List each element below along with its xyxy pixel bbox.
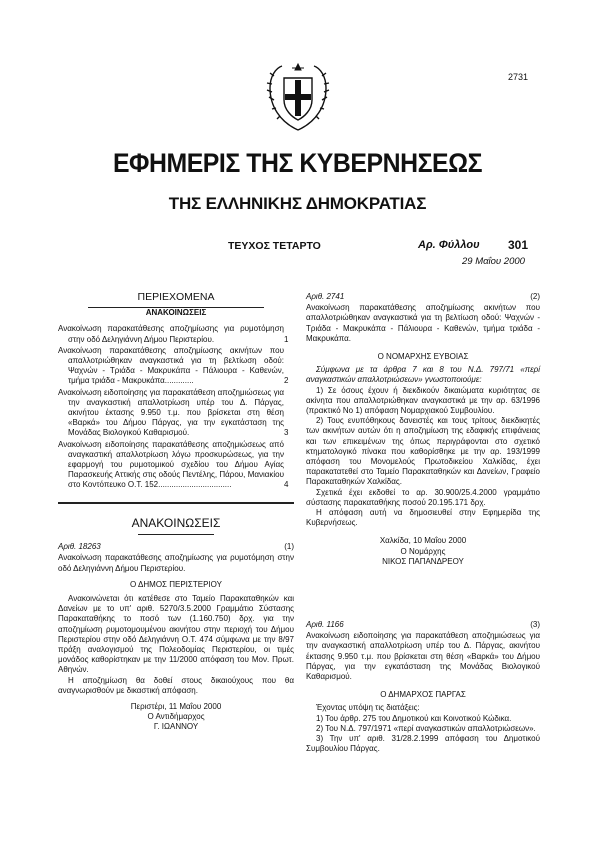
issuing-authority: Ο ΝΟΜΑΡΧΗΣ ΕΥΒΟΙΑΣ: [377, 352, 469, 362]
gazette-title: ΕΦΗΜΕΡΙΣ ΤΗΣ ΚΥΒΕΡΝΗΣΕΩΣ: [112, 148, 483, 178]
section-divider: [58, 502, 294, 504]
announcement-2: [306, 292, 540, 567]
decision-number-row: [306, 620, 540, 630]
announcement-item: Σχετικά έχει εκδοθεί το αρ. 30.900/25.4.2000 γραμμάτιο σύστασης παρακαταθήκης ποσού 20.195.171 δρχ.: [306, 487, 540, 507]
decision-number-row: [306, 292, 540, 302]
table-of-contents: [58, 292, 294, 491]
announcement-item: 2) Του Ν.Δ. 797/1971 «περί αναγκαστικών απαλλοτριώσεων».: [316, 723, 536, 733]
decision-index: (2): [530, 292, 540, 301]
issue-label: ΤΕΥΧΟΣ ΤΕΤΑΡΤΟ: [228, 240, 321, 252]
toc-rule: [88, 307, 264, 308]
announcement-title: Ανακοίνωση παρακατάθεσης αποζημίωσης για ρυμοτόμηση στην οδό Δεληγιάννη Δήμου Περιστερίου.: [58, 553, 294, 573]
signatory-title: Ο Νομάρχης: [400, 546, 446, 556]
announcement-body: Ανακοινώνεται ότι κατέθεσε στο Ταμείο Παρακαταθηκών και Δανείων με το υπ' αριθ. 5270/3.5.2000 Γραμμάτιο Σύστασης Παρακαταθήκης το ποσό των (1.160.750) δρχ. για την αποζημίωση ρυμοτομουμένου ακινήτου στην περιοχή του Δήμου Περιστερίου στην οδό Δεληγιάννη Ο.Τ. 474 σύμφωνα με την 8/97 πράξη αναλογισμού της Πολεοδομίας Περιστερίου, οι τιμές μονάδος καθορίστηκαν με την 11/2000 απόφαση του Μον. Πρωτ. Αθηνών.: [58, 594, 294, 675]
sheet-label: Αρ. Φύλλου: [418, 239, 480, 251]
issuing-authority: Ο ΔΗΜΟΣ ΠΕΡΙΣΤΕΡΙΟΥ: [130, 579, 222, 589]
decision-index: (1): [284, 542, 294, 552]
heading-rule: [138, 534, 214, 535]
signatory-title: Ο Αντιδήμαρχος: [147, 712, 205, 722]
decision-number: Αριθ. 1166: [306, 620, 344, 629]
announcement-3: [306, 620, 540, 754]
issue-date: 29 Μαΐου 2000: [462, 256, 525, 267]
issuing-authority: Ο ΔΗΜΑΡΧΟΣ ΠΑΡΓΑΣ: [380, 690, 466, 700]
toc-item: Ανακοίνωση ειδοποίησης για παρακατάθεση αποζημιώσεως για την αναγκαστική απαλλοτρίωση υπέρ του Δ. Πάργας, ακινήτου έκτασης 9.950 τ.μ. που βρίσκεται στη θέση «Βαρκά» του Δήμου Πάργας, για την εγκατάσταση της Μονάδας Βιολογικού Καθαρισμού. 3: [58, 387, 289, 438]
decision-number: Αριθ. 2741: [306, 292, 345, 301]
decision-number-row: [58, 542, 294, 552]
announcement-body: Η αποζημίωση θα δοθεί στους δικαιούχους που θα αναγνωρισθούν με δικαστική απόφαση.: [58, 675, 294, 695]
announcements-heading: ΑΝΑΚΟΙΝΩΣΕΙΣ: [131, 516, 221, 530]
decision-number: Αριθ. 18263: [58, 542, 101, 552]
signatory-name: Γ. ΙΩΑΝΝΟΥ: [153, 722, 199, 732]
toc-heading: ΠΕΡΙΕΧΟΜΕΝΑ: [137, 291, 215, 303]
toc-item: Ανακοίνωση παρακατάθεσης αποζημίωσης για ρυμοτόμηση στην οδό Δεληγιάννη Δήμου Περιστερίου. 1: [58, 324, 289, 344]
toc-item: Ανακοίνωση παρακατάθεσης αποζημίωσης ακινήτων που απαλλοτριώθηκαν αναγκαστικά για τη βελτίωση οδού: Ψαχνών - Τριάδα - Μακρυκάπα - Πάλιουρα - Καθενών, τμήμα τριάδα - Μακρυκάπα............. 2: [58, 345, 289, 386]
announcement-title: Ανακοίνωση παρακατάθεσης αποζημίωσης ακινήτων που απαλλοτριώθηκαν αναγκαστικά για τη βελτίωση οδού: Ψαχνών - Τριάδα - Μακρυκάπα - Πάλιουρα - Καθενών, τμήμα τριάδα - Μακρυκάπα.: [306, 303, 540, 343]
announcement-item: Η απόφαση αυτή να δημοσιευθεί στην Εφημερίδα της Κυβερνήσεως.: [306, 508, 540, 528]
place-date: Χαλκίδα, 10 Μαΐου 2000: [379, 536, 467, 546]
announcement-intro: Σύμφωνα με τα άρθρα 7 και 8 του Ν.Δ. 797/71 «περί αναγκαστικών απαλλοτριώσεων» γνωστοποιούμε:: [306, 365, 540, 385]
decision-index: (3): [530, 620, 540, 629]
signatory-name: ΝΙΚΟΣ ΠΑΠΑΝΔΡΕΟΥ: [382, 556, 464, 566]
coat-of-arms-icon: [262, 60, 334, 134]
toc-subheading: ΑΝΑΚΟΙΝΩΣΕΙΣ: [145, 308, 207, 318]
announcement-1: [58, 518, 294, 733]
announcement-title: Ανακοίνωση ειδοποίησης για παρακατάθεση αποζημιώσεως για την αναγκαστική απαλλοτρίωση υπέρ του Δ. Πάργας, ακινήτου έκτασης 9.950 τ.μ. που βρίσκεται στη θέση «Βαρκά» του Δήμου Πάργας, για την εγκατάσταση της Μονάδας Βιολογικού Καθαρισμού.: [306, 631, 540, 682]
toc-item: Ανακοίνωση ειδοποίησης παρακατάθεσης αποζημιώσεως από αναγκαστική απαλλοτρίωση λόγω προσκυρώσεως, για την εφαρμογή του ρυμοτομικού σχεδίου του Δήμου Αγίας Παρασκευής Αττικής στις οδούς Πεντέλης, Πάρου, Μανιακίου στο Κοντόπευκο Ο.Τ. 152................................. 4: [58, 439, 289, 490]
sheet-number: 301: [508, 238, 529, 252]
announcement-item: 3) Την υπ' αριθ. 31/28.2.1999 απόφαση του Δημοτικού Συμβουλίου Πάργας.: [306, 734, 540, 754]
page-number: 2731: [508, 72, 529, 82]
gazette-subtitle: ΤΗΣ ΕΛΛΗΝΙΚΗΣ ΔΗΜΟΚΡΑΤΙΑΣ: [168, 194, 427, 213]
announcement-item: 2) Τους ενυπόθηκους δανειστές και τους τρίτους διεκδικητές των ακινήτων αυτών ότι η αποζημίωση της εδαφικής επιφάνειας και των επικειμένων της όπως περιγράφονται στο σχετικό κτηματολογικό πίνακα που καθορίσθηκε με την αρ. 193/1999 απόφαση του Μονομελούς Πρωτοδικείου Χαλκίδας, έχει παρακατατεθεί στο Ταμείο Παρακαταθηκών και Δανείων, Γραφείο Παρακαταθηκών Χαλκίδας.: [306, 416, 540, 487]
announcement-item: 1) Του άρθρ. 275 του Δημοτικού και Κοινοτικού Κώδικα.: [316, 713, 512, 723]
place-date: Περιστέρι, 11 Μαΐου 2000: [130, 702, 222, 712]
announcement-item: 1) Σε όσους έχουν ή διεκδικούν δικαιώματα κυριότητας σε ακίνητα που απαλλοτριώθηκαν αναγκαστικά με την αρ. 63/1996 (πρακτικό Νο 1) απόφαση Νομαρχιακού Συμβουλίου.: [306, 385, 540, 416]
announcement-intro: Έχοντας υπόψη τις διατάξεις:: [316, 703, 420, 713]
